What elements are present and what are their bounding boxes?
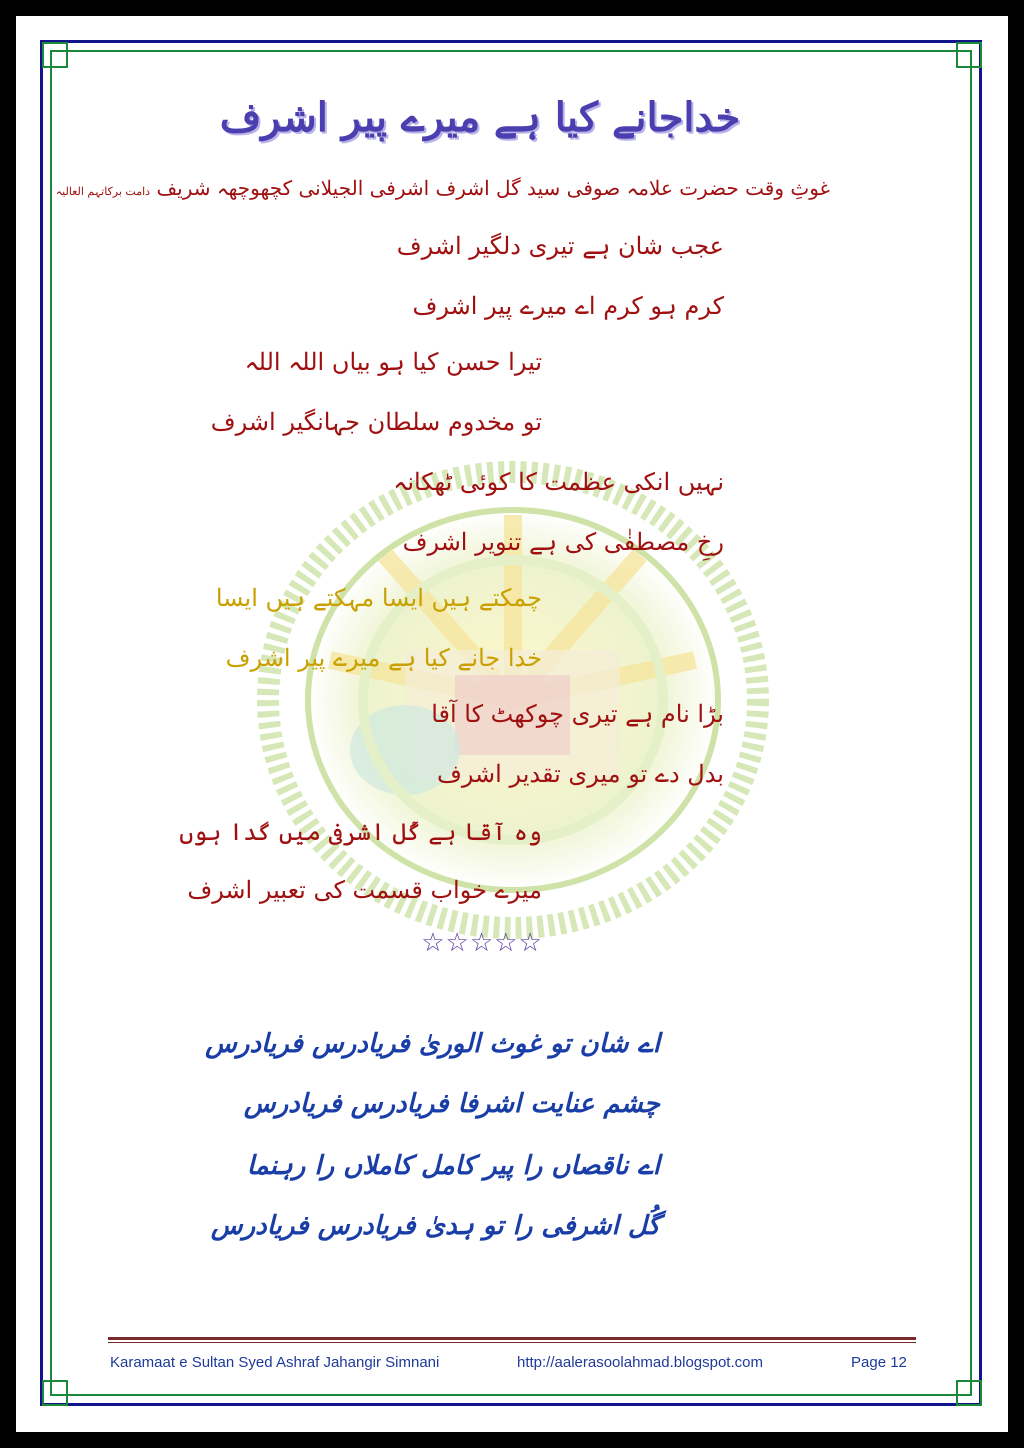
byline-text: غوثِ وقت حضرت علامہ صوفی سید گل اشرف اشرفی الجیلانی کچھوچھہ شریف xyxy=(156,176,830,200)
byline xyxy=(55,168,830,208)
byline-honorific: دامت برکاتہم العالیہ xyxy=(55,185,151,198)
footer-page-number: Page 12 xyxy=(851,1354,907,1371)
verse-line: بڑا نام ہے تیری چوکھٹ کا آقا xyxy=(431,700,724,728)
footer-divider xyxy=(108,1337,916,1340)
verse-line: بدل دے تو میری تقدیر اشرف xyxy=(436,760,724,788)
persian-line: چشم عنایت اشرفا فریادرس فریادرس xyxy=(243,1089,660,1119)
verse-line: میرے خواب قسمت کی تعبیر اشرف xyxy=(187,876,542,904)
page-title: خداجانے کیا ہے میرے پیر اشرف xyxy=(219,94,741,141)
verse-line: تیرا حسن کیا ہو بیاں اللہ اللہ xyxy=(244,348,542,376)
verse-line: عجب شان ہے تیری دلگیر اشرف xyxy=(396,232,724,260)
footer-url-link[interactable]: http://aalerasoolahmad.blogspot.com xyxy=(517,1354,763,1371)
verse-line: چمکتے ہیں ایسا مہکتے ہیں ایسا xyxy=(215,584,542,612)
persian-line: اے ناقصاں را پیر کامل کاملاں را رہنما xyxy=(246,1151,660,1181)
verse-line: تو مخدوم سلطان جہانگیر اشرف xyxy=(210,408,542,436)
border-corner-ornament xyxy=(42,1380,68,1406)
verse-line: کرم ہو کرم اے میرے پیر اشرف xyxy=(412,292,724,320)
footer-divider xyxy=(108,1342,916,1343)
verse-line: نہیں انکی عظمت کا کوئی ٹھکانہ xyxy=(393,468,724,496)
footer-book-title: Karamaat e Sultan Syed Ashraf Jahangir Simnani xyxy=(110,1354,440,1371)
verse-line: رخِ مصطفٰی کی ہے تنویر اشرف xyxy=(402,528,724,556)
border-corner-ornament xyxy=(956,1380,982,1406)
border-corner-ornament xyxy=(956,42,982,68)
verse-line: وہ آقا ہے گُل اشرفی میں گدا ہوں xyxy=(179,818,542,846)
persian-line: گُل اشرفی را تو ہدیٰ فریادرس فریادرس xyxy=(210,1211,660,1241)
star-divider: ☆☆☆☆☆ xyxy=(421,928,543,958)
border-corner-ornament xyxy=(42,42,68,68)
persian-line: اے شان تو غوث الوریٰ فریادرس فریادرس xyxy=(205,1029,660,1059)
verse-line: خدا جانے کیا ہے میرے پیر اشرف xyxy=(225,644,542,672)
